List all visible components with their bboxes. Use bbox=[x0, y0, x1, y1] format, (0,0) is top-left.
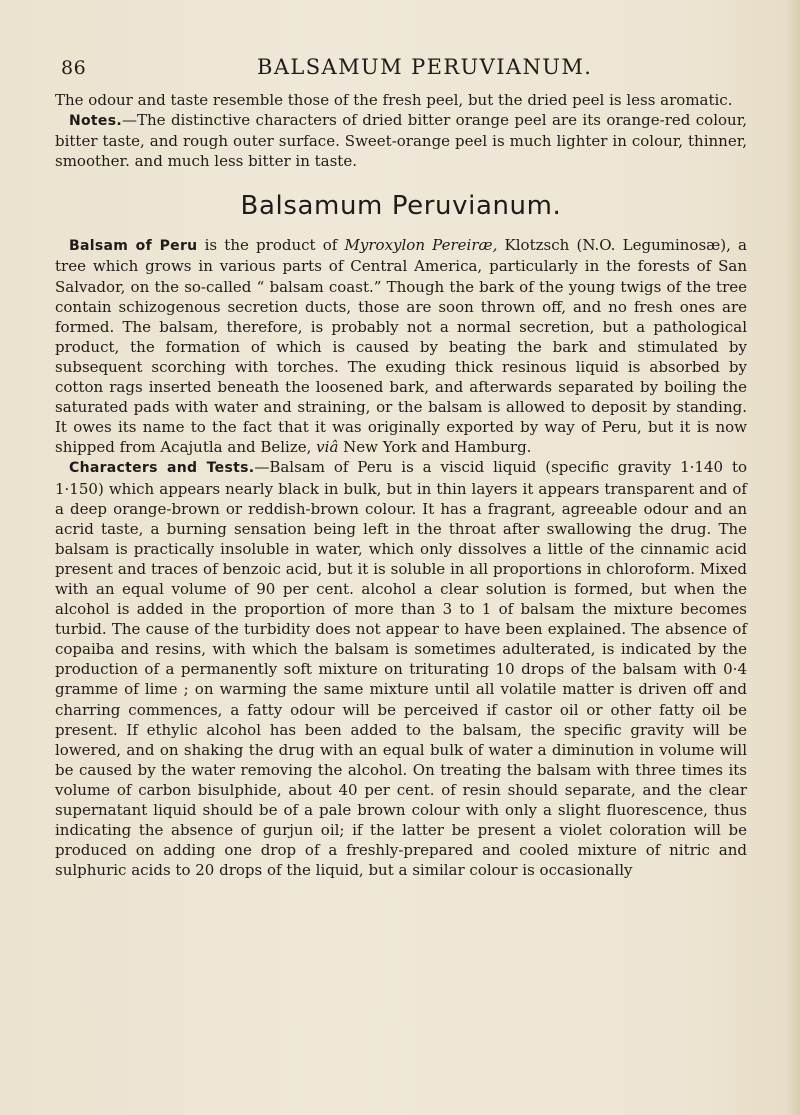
balsam-text-b: Klotzsch (N.O. Leguminosæ), a tree which grows in various parts of Central America, particularly in the forests of San Salvador, on the so-called “ balsam coast.” Though the bark of the young twigs of the tree contain schizogenous secretion ducts, those are soon thrown off, and no fresh ones are formed. The balsam, therefore, is probably not a normal secretion, but a pathological product, the formation of which is caused by beating the bark and stimulated by subsequent scorching with torches. The exuding thick resinous liquid is absorbed by cotton rags inserted beneath the loosened bark, and afterwards separated by boiling the saturated pads with water and straining, or the balsam is allowed to deposit by standing. It owes its name to the fact that it was originally exported by way of Peru, but it is now shipped from Acajutla and Belize, bbox=[55, 236, 747, 457]
page-edge-shadow bbox=[786, 0, 800, 1115]
paragraph-odour: The odour and taste resemble those of the fresh peel, but the dried peel is less aromatic. bbox=[55, 91, 733, 109]
paragraph-notes bbox=[55, 110, 747, 171]
notes-text: —The distinctive characters of dried bitter orange peel are its orange-red colour, bitter taste, and rough outer surface. Sweet-orange peel is much lighter in colour, thinner, smoother. and much less bitter in taste. bbox=[55, 111, 747, 171]
paragraph-balsam bbox=[55, 235, 747, 457]
running-head: BALSAMUM PERUVIANUM. bbox=[257, 55, 593, 79]
paragraph-characters bbox=[55, 457, 747, 880]
characters-text: —Balsam of Peru is a viscid liquid (specific gravity 1·140 to 1·150) which appears nearly black in bulk, but in thin layers it appears transparent and of a deep orange-brown or reddish-brown colour. It has a fragrant, agreeable odour and an acrid taste, a burning sensation being left in the throat after swallowing the drug. The balsam is practically insoluble in water, which only dissolves a little of the cinnamic acid present and traces of benzoic acid, but it is soluble in all proportions in chloroform. Mixed with an equal volume of 90 per cent. alcohol a clear solution is formed, but when the alcohol is added in the proportion of more than 3 to 1 of balsam the mixture becomes turbid. The cause of the turbidity does not appear to have been explained. The absence of copaiba and resins, with which the balsam is sometimes adulterated, is indicated by the production of a permanently soft mixture on triturating 10 drops of the balsam with 0·4 gramme of lime ; on warming the same mixture until all volatile matter is driven off and charring commences, a fatty odour will be perceived if castor oil or other fatty oil be present. If ethylic alcohol has been added to the balsam, the specific gravity will be lowered, and on shaking the drug with an equal bulk of water a diminution in volume will be caused by the water removing the alcohol. On treating the balsam with three times its volume of carbon bisulphide, about 40 per cent. of resin should separate, and the clear supernatant liquid should be of a pale brown colour with only a slight fluorescence, thus indicating the absence of gurjun oil; if the latter be present a violet coloration will be produced on adding one drop of a freshly-prepared and cooled mixture of nitric and sulphuric acids to 20 drops of the liquid, but a similar colour is occasionally bbox=[55, 458, 747, 880]
species-name: Myroxylon Pereiræ, bbox=[344, 236, 498, 255]
page-header bbox=[57, 55, 747, 83]
via-word: viâ bbox=[316, 438, 339, 457]
balsam-text-c: New York and Hamburg. bbox=[338, 438, 532, 457]
balsam-text-a: is the product of bbox=[197, 236, 345, 255]
page-body bbox=[55, 90, 747, 880]
section-title: Balsamum Peruvianum. bbox=[240, 191, 562, 222]
balsam-heading: Balsam of Peru bbox=[69, 238, 198, 255]
characters-heading: Characters and Tests. bbox=[69, 460, 255, 477]
notes-heading: Notes. bbox=[69, 113, 122, 130]
page-number: 86 bbox=[61, 57, 87, 79]
